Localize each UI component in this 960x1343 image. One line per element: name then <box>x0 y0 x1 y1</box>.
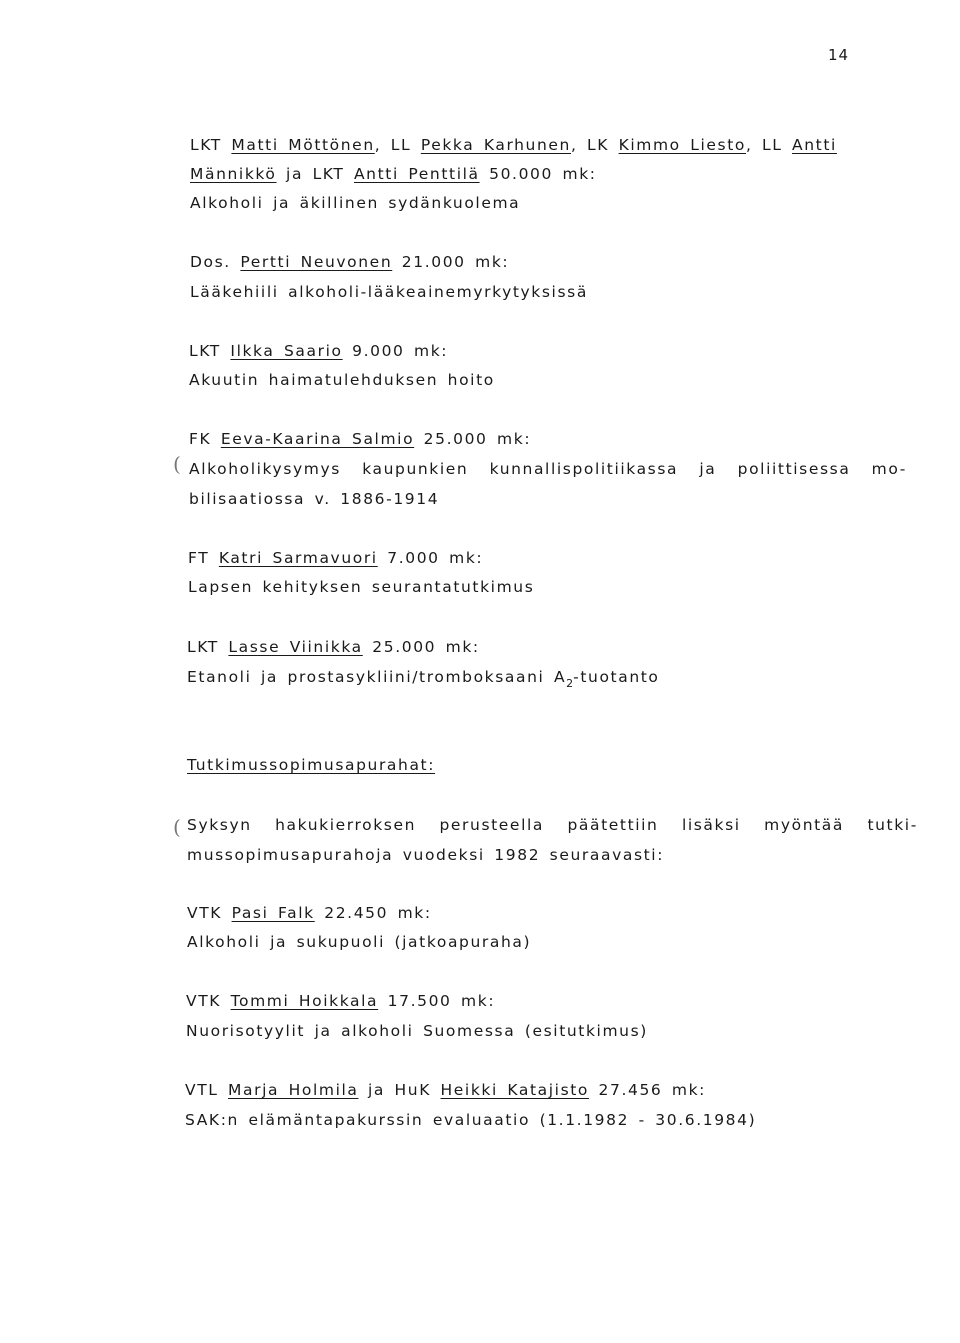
grant-title: Alkoholikysymys kaupunkien kunnallispolitiikassa ja poliittisessa mo- <box>189 460 907 478</box>
contract-title: SAK:n elämäntapakurssin evaluaatio (1.1.1982 - 30.6.1984) <box>185 1111 757 1129</box>
recipient-name: Pasi Falk <box>231 904 315 922</box>
grant-title: Akuutin haimatulehduksen hoito <box>189 371 495 389</box>
recipient-name: Antti Penttilä <box>353 165 480 183</box>
subscript: 2 <box>566 677 574 690</box>
intro-paragraph: Syksyn hakukierroksen perusteella päätettiin lisäksi myöntää tutki- <box>187 816 918 834</box>
recipient-name: Lasse Viinikka <box>228 638 363 656</box>
grant-recipient-line: FK Eeva-Kaarina Salmio 25.000 mk: <box>189 430 532 448</box>
grant-title: Alkoholi ja äkillinen sydänkuolema <box>190 194 521 212</box>
margin-bracket-mark: ( <box>173 815 181 839</box>
recipient-name: Heikki Katajisto <box>440 1081 590 1099</box>
margin-bracket-mark: ( <box>173 452 181 476</box>
grant-title: Lääkehiili alkoholi-lääkeainemyrkytyksissä <box>190 283 588 301</box>
grant-recipient-line: FT Katri Sarmavuori 7.000 mk: <box>188 549 484 567</box>
recipient-name: Antti <box>792 136 837 154</box>
section-heading: Tutkimussopimusapurahat: <box>187 756 436 774</box>
recipient-name: Eeva-Kaarina Salmio <box>220 430 415 448</box>
contract-recipient-line: VTL Marja Holmila ja HuK Heikki Katajisto 27.456 mk: <box>185 1081 707 1099</box>
recipient-name: Kimmo Liesto <box>618 136 746 154</box>
recipient-name: Katri Sarmavuori <box>218 549 378 567</box>
grant-recipients-line: Männikkö ja LKT Antti Penttilä 50.000 mk: <box>190 165 597 183</box>
recipient-name: Marja Holmila <box>228 1081 359 1099</box>
grant-title: Etanoli ja prostasykliini/tromboksaani $A_2$-tuotanto <box>187 668 660 690</box>
grant-recipient-line: Dos. Pertti Neuvonen 21.000 mk: <box>190 253 510 271</box>
intro-paragraph-continued: mussopimusapurahoja vuodeksi 1982 seuraavasti: <box>187 846 665 864</box>
grant-title: Lapsen kehityksen seurantatutkimus <box>188 578 535 596</box>
recipient-name: Ilkka Saario <box>230 342 343 360</box>
contract-title: Alkoholi ja sukupuoli (jatkoapuraha) <box>187 933 532 951</box>
recipient-name: Tommi Hoikkala <box>230 992 379 1010</box>
contract-recipient-line: VTK Pasi Falk 22.450 mk: <box>187 904 432 922</box>
contract-title: Nuorisotyylit ja alkoholi Suomessa (esitutkimus) <box>186 1022 648 1040</box>
grant-recipient-line: LKT Lasse Viinikka 25.000 mk: <box>187 638 480 656</box>
grant-title-continued: bilisaatiossa v. 1886-1914 <box>189 490 440 508</box>
grant-recipient-line: LKT Ilkka Saario 9.000 mk: <box>189 342 449 360</box>
contract-recipient-line: VTK Tommi Hoikkala 17.500 mk: <box>186 992 496 1010</box>
grant-recipients-line: LKT Matti Möttönen, LL Pekka Karhunen, LK Kimmo Liesto, LL Antti <box>190 136 837 154</box>
recipient-name: Matti Möttönen <box>231 136 375 154</box>
recipient-name: Männikkö <box>190 165 277 183</box>
recipient-name: Pekka Karhunen <box>420 136 571 154</box>
page-number: 14 <box>828 46 850 64</box>
recipient-name: Pertti Neuvonen <box>240 253 393 271</box>
